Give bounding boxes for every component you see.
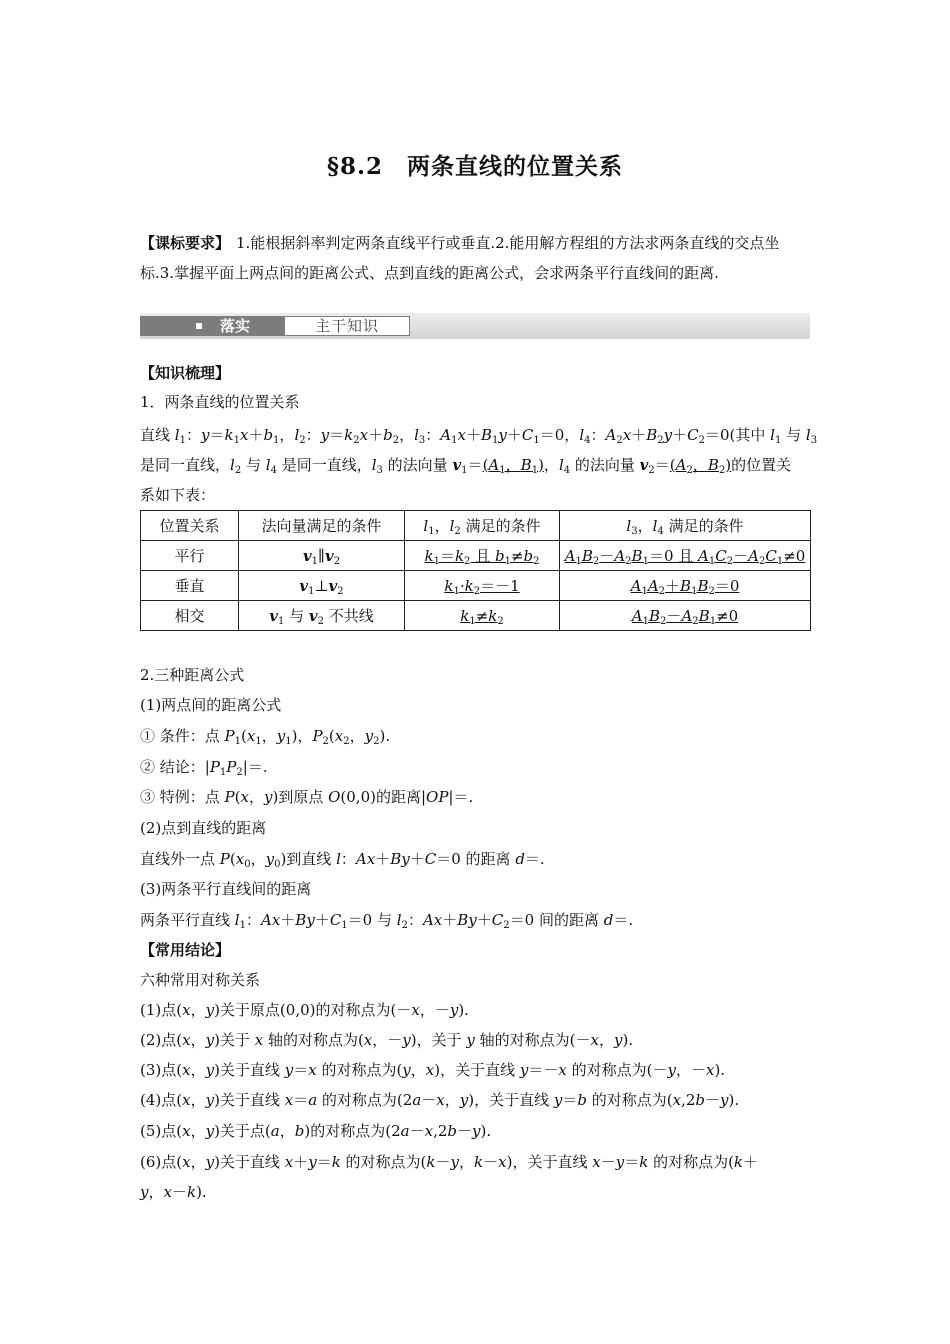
- symmetry-item: (2)点(x，y)关于 x 轴的对称点为(x，－y)，关于 y 轴的对称点为(－x，y).: [140, 1031, 634, 1049]
- slope-cell: $k_1\cdot k_2=-1$: [405, 571, 560, 601]
- course-requirements: [140, 228, 812, 288]
- symmetry-item: (4)点(x，y)关于直线 x＝a 的对称点为(2a－x，y)，关于直线 y＝b 的对称点为(x,2b－y).: [140, 1091, 740, 1109]
- general-cell: $A_1B_2-A_2B_1=0$ 且 $A_1C_2-A_2C_1\ne 0$: [560, 541, 811, 571]
- relation-table: [140, 510, 811, 631]
- relation-cell: 相交: [141, 601, 239, 631]
- parallel-distance: 两条平行直线 $l_1$：$Ax+By+C_1=0$ 与 $l_2$：$Ax+By+C_2=0$ 间的距离 d＝.: [140, 911, 634, 931]
- table-header-cell: 法向量满足的条件: [239, 511, 405, 541]
- relation-cell: 平行: [141, 541, 239, 571]
- table-row: [141, 571, 811, 601]
- normal-cell: $v_1\perp v_2$: [239, 571, 405, 601]
- table-header-cell: $l_1$，$l_2$ 满足的条件: [405, 511, 560, 541]
- symmetry-item: (1)点(x，y)关于原点(0,0)的对称点为(－x，－y).: [140, 1001, 469, 1019]
- point-line-distance: 直线外一点 $P(x_0$，$y_0$)到直线 l：Ax＋By＋C＝0 的距离 d＝.: [140, 850, 545, 870]
- knowledge-heading: 【知识梳理】: [140, 364, 231, 382]
- normal-cell: $v_1$ 与 $v_2$ 不共线: [239, 601, 405, 631]
- section-1-title: 1．两条直线的位置关系: [140, 393, 300, 411]
- section-2-title: 2.三种距离公式: [140, 666, 245, 684]
- distance-condition: ① 条件：点 $P_1(x_1$，$y_1$)，$P_2(x_2$，$y_2$).: [140, 727, 391, 747]
- symmetry-item-cont: y，x－k).: [140, 1183, 207, 1201]
- page-title: §8.2 两条直线的位置关系: [326, 153, 624, 180]
- distance-special: ③ 特例：点 P(x，y)到原点 O(0,0)的距离|OP|＝.: [140, 788, 474, 806]
- normal-cell: $v_1\parallel v_2$: [239, 541, 405, 571]
- symmetry-item: (3)点(x，y)关于直线 y＝x 的对称点为(y，x)，关于直线 y＝－x 的对称点为(－y，－x).: [140, 1061, 726, 1079]
- banner-left-label: 落实: [220, 317, 251, 335]
- banner-right-label: 主干知识: [284, 316, 410, 336]
- relation-cell: 垂直: [141, 571, 239, 601]
- section-2-1: (1)两点间的距离公式: [140, 696, 282, 714]
- symmetry-item: (5)点(x，y)关于点(a，b)的对称点为(2a－x,2b－y).: [140, 1122, 492, 1140]
- general-cell: $A_1B_2-A_2B_1\ne 0$: [560, 601, 811, 631]
- slope-cell: $k_1=k_2$ 且 $b_1\ne b_2$: [405, 541, 560, 571]
- section-banner: [140, 313, 810, 339]
- symmetry-item: (6)点(x，y)关于直线 x＋y＝k 的对称点为(k－y，k－x)，关于直线 x－y＝k 的对称点为(k＋: [140, 1153, 759, 1171]
- table-header-row: [141, 511, 811, 541]
- table-header-cell: $l_3$，$l_4$ 满足的条件: [560, 511, 811, 541]
- conclusions-intro: 六种常用对称关系: [140, 971, 261, 989]
- requirements-text: 1.能根据斜率判定两条直线平行或垂直.2.能用解方程组的方法求两条直线的交点坐标.3.掌握平面上两点间的距离公式、点到直线的距离公式，会求两条平行直线间的距离.: [140, 234, 780, 282]
- section-2-2: (2)点到直线的距离: [140, 819, 267, 837]
- conclusions-heading: 【常用结论】: [140, 941, 231, 959]
- lines-definition-1: 直线 $l_1$：$y=k_1x+b_1$，$l_2$：$y=k_2x+b_2$，$l_3$：$A_1x+B_1y+C_1=0$，$l_4$：$A_2x+B_2y+C_2=0$(其中 $l_1$ 与 $l_3$: [140, 426, 818, 446]
- section-2-3: (3)两条平行直线间的距离: [140, 880, 312, 898]
- general-cell: $A_1A_2+B_1B_2=0$: [560, 571, 811, 601]
- table-row: [141, 541, 811, 571]
- distance-conclusion: ② 结论：$|P_1P_2|=$.: [140, 758, 268, 778]
- square-icon: [196, 323, 202, 329]
- table-row: [141, 601, 811, 631]
- banner-left: [140, 316, 284, 336]
- requirements-label: 【课标要求】: [140, 234, 231, 252]
- lines-definition-2: 是同一直线，$l_2$ 与 $l_4$ 是同一直线，$l_3$ 的法向量 $v_1=(A_1$，$B_1$)，$l_4$ 的法向量 $v_2=(A_2$，$B_2$)的位置关: [140, 456, 792, 476]
- slope-cell: $k_1\ne k_2$: [405, 601, 560, 631]
- lines-definition-3: 系如下表：: [140, 486, 216, 504]
- table-header-cell: 位置关系: [141, 511, 239, 541]
